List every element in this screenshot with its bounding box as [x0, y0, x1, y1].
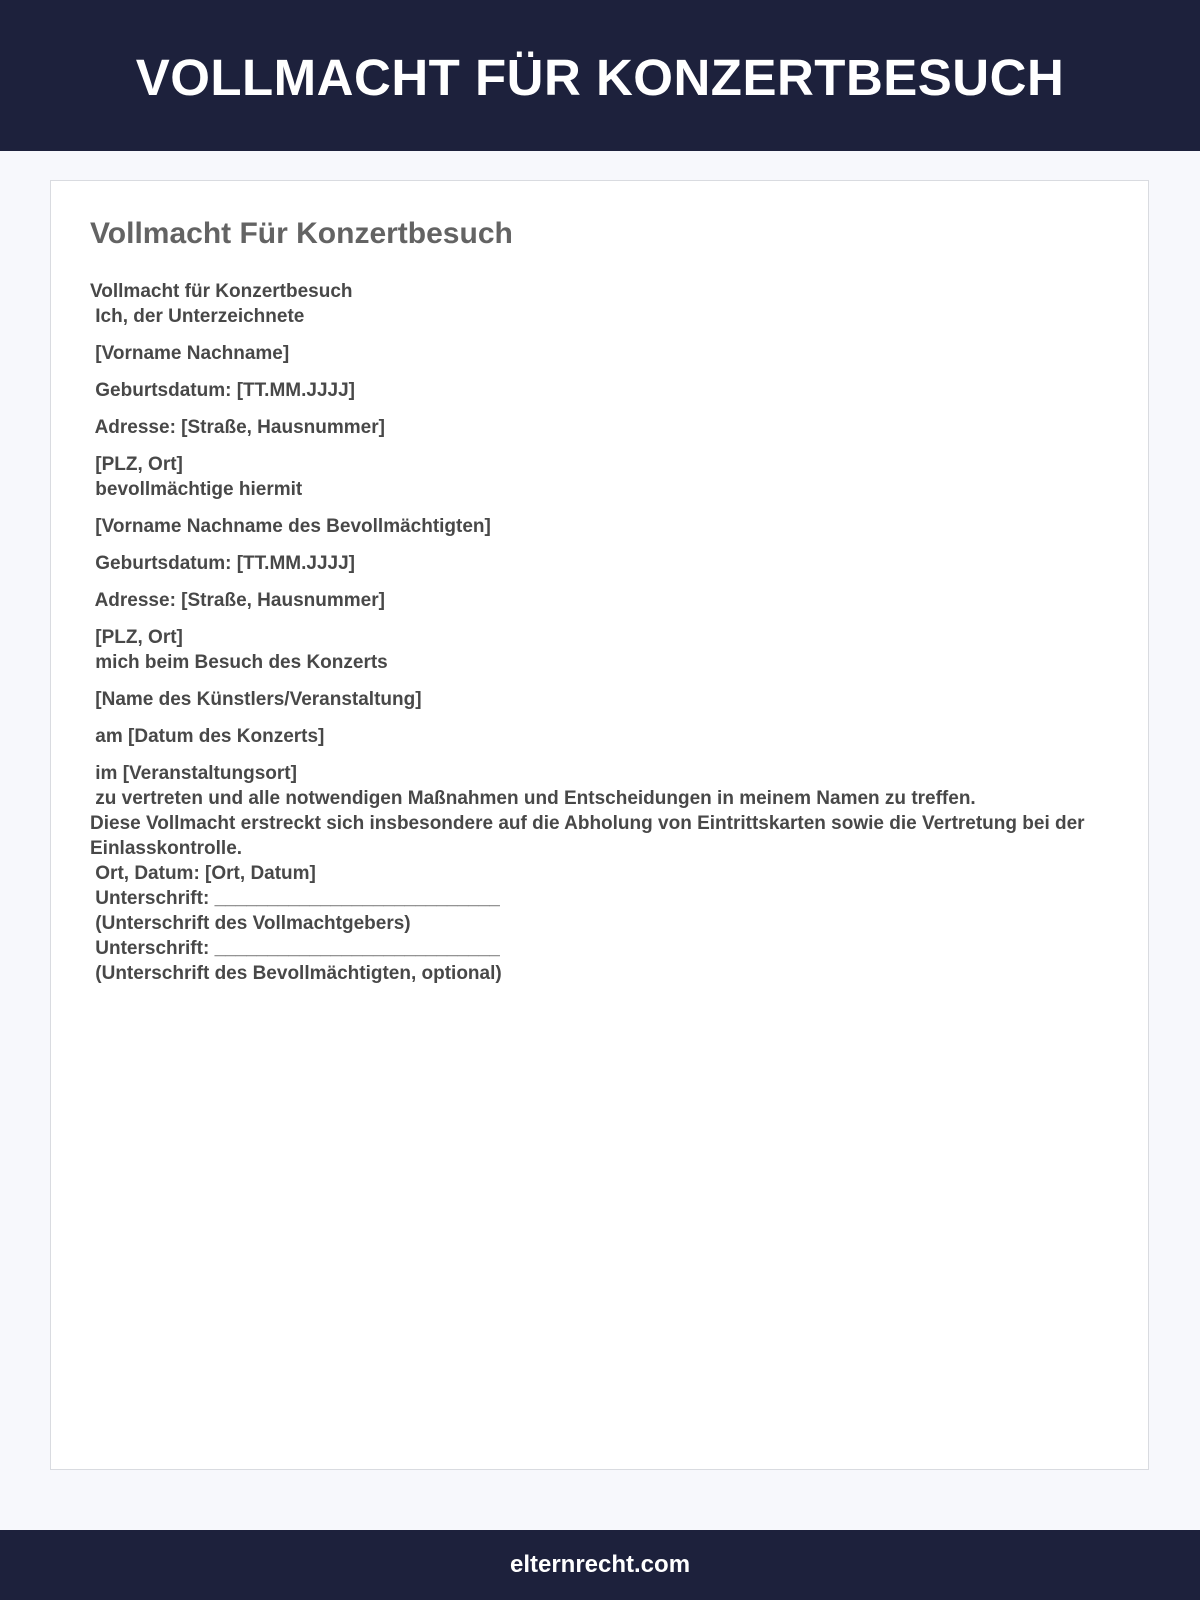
document-line: [PLZ, Ort]	[90, 627, 183, 648]
document-line: [Vorname Nachname des Bevollmächtigten]	[90, 516, 491, 537]
document-line: [PLZ, Ort]	[90, 454, 183, 475]
document-line: (Unterschrift des Vollmachtgebers)	[90, 913, 411, 934]
signature-line: Unterschrift: ___________________________	[90, 888, 500, 909]
signature-line: Unterschrift: ___________________________	[90, 938, 500, 959]
document-line: Ort, Datum: [Ort, Datum]	[90, 863, 316, 884]
document-card	[50, 180, 1149, 1470]
document-line: Vollmacht für Konzertbesuch	[90, 281, 353, 302]
document-body	[90, 279, 1110, 986]
document-line: Diese Vollmacht erstreckt sich insbesondere auf die Abholung von Eintrittskarten sowie die Vertretung bei der Einlasskontrolle.	[90, 813, 1085, 859]
document-line: zu vertreten und alle notwendigen Maßnahmen und Entscheidungen in meinem Namen zu treffen.	[90, 788, 976, 809]
document-line: Adresse: [Straße, Hausnummer]	[90, 590, 385, 611]
document-title: Vollmacht Für Konzertbesuch	[90, 217, 513, 250]
document-line: Geburtsdatum: [TT.MM.JJJJ]	[90, 553, 355, 574]
page-footer	[0, 1530, 1200, 1600]
footer-site-name: elternrecht.com	[509, 1551, 691, 1578]
document-line: [Vorname Nachname]	[90, 343, 290, 364]
document-line: im [Veranstaltungsort]	[90, 763, 297, 784]
document-line: am [Datum des Konzerts]	[90, 726, 325, 747]
document-line: Geburtsdatum: [TT.MM.JJJJ]	[90, 380, 355, 401]
document-line: (Unterschrift des Bevollmächtigten, optional)	[90, 963, 502, 984]
header-title: VOLLMACHT FÜR KONZERTBESUCH	[135, 49, 1065, 106]
document-line: bevollmächtige hiermit	[90, 479, 303, 500]
page-header	[0, 0, 1200, 151]
document-line: mich beim Besuch des Konzerts	[90, 652, 388, 673]
document-line: Adresse: [Straße, Hausnummer]	[90, 417, 385, 438]
document-line: Ich, der Unterzeichnete	[90, 306, 305, 327]
document-line: [Name des Künstlers/Veranstaltung]	[90, 689, 422, 710]
